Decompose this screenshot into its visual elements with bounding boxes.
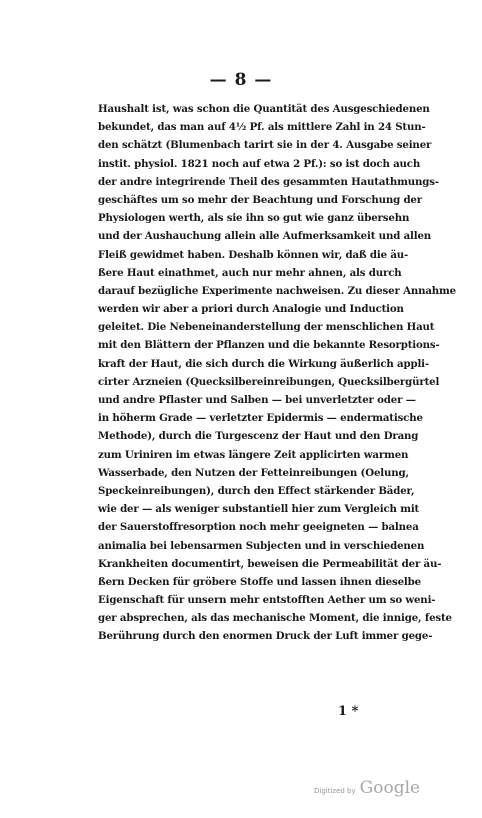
text-line: und der Aushauchung allein alle Aufmerksamkeit und allen <box>98 230 432 243</box>
text-line: Wasserbade, den Nutzen der Fetteinreibungen (Oelung, <box>98 466 409 479</box>
text-line: der andre integrirende Theil des gesammten Hautathmungs- <box>98 175 439 188</box>
text-line: bekundet, das man auf 4½ Pf. als mittlere Zahl in 24 Stun- <box>98 121 426 134</box>
text-line: darauf bezügliche Experimente nachweisen. Zu dieser Annahme <box>98 284 456 297</box>
text-line: Speckeinreibungen), durch den Effect stärkender Bäder, <box>98 484 415 497</box>
watermark-prefix: Digitized by <box>314 787 356 795</box>
text-line: geleitet. Die Nebeneinanderstellung der menschlichen Haut <box>98 321 435 334</box>
text-line: Krankheiten documentirt, beweisen die Permeabilität der äu- <box>98 557 442 570</box>
text-line: werden wir aber a priori durch Analogie und Induction <box>98 303 404 316</box>
google-logo: Google <box>359 778 421 798</box>
text-line: mit den Blättern der Pflanzen und die bekannte Resorptions- <box>98 339 440 352</box>
text-line: animalia bei lebensarmen Subjecten und in verschiedenen <box>98 539 425 552</box>
text-line: ßere Haut einathmet, auch nur mehr ahnen, als durch <box>98 266 402 279</box>
page-number: — 8 — <box>209 70 273 90</box>
text-line: cirter Arzneien (Quecksilbereinreibungen, Quecksilbergürtel <box>98 375 440 388</box>
text-line: den schätzt (Blumenbach tarirt sie in der 4. Ausgabe seiner <box>98 139 432 152</box>
text-line: Fleiß gewidmet haben. Deshalb können wir, daß die äu- <box>98 248 409 261</box>
text-line: Eigenschaft für unsern mehr entstofften Aether um so weni- <box>98 594 436 607</box>
text-line: instit. physiol. 1821 noch auf etwa 2 Pf.): so ist doch auch <box>98 157 421 170</box>
text-line: ßern Decken für gröbere Stoffe und lassen ihnen dieselbe <box>98 575 421 588</box>
text-line: ger absprechen, als das mechanische Moment, die innige, feste <box>98 612 452 625</box>
text-line: und andre Pflaster und Salben — bei unverletzter oder — <box>98 394 416 406</box>
text-line: kraft der Haut, die sich durch die Wirkung äußerlich appli- <box>98 357 429 370</box>
text-line: der Sauerstoffresorption noch mehr geeigneten — balnea <box>98 521 419 534</box>
signature-mark: 1 * <box>338 704 359 719</box>
body-text <box>98 100 456 646</box>
text-line: Haushalt ist, was schon die Quantität des Ausgeschiedenen <box>98 103 430 115</box>
text-line: Methode), durch die Turgescenz der Haut und den Drang <box>98 430 419 443</box>
text-line: geschäftes um so mehr der Beachtung und Forschung der <box>98 193 422 206</box>
text-line: Physiologen werth, als sie ihn so gut wie ganz übersehn <box>98 212 410 225</box>
text-line: wie der — als weniger substantiell hier zum Vergleich mit <box>98 503 420 516</box>
digitization-watermark <box>314 778 420 798</box>
text-line: Berührung durch den enormen Druck der Luft immer gege- <box>98 630 433 643</box>
text-line: zum Uriniren im etwas längere Zeit applicirten warmen <box>98 448 409 461</box>
text-line: in höherm Grade — verletzter Epidermis — endermatische <box>98 412 423 425</box>
